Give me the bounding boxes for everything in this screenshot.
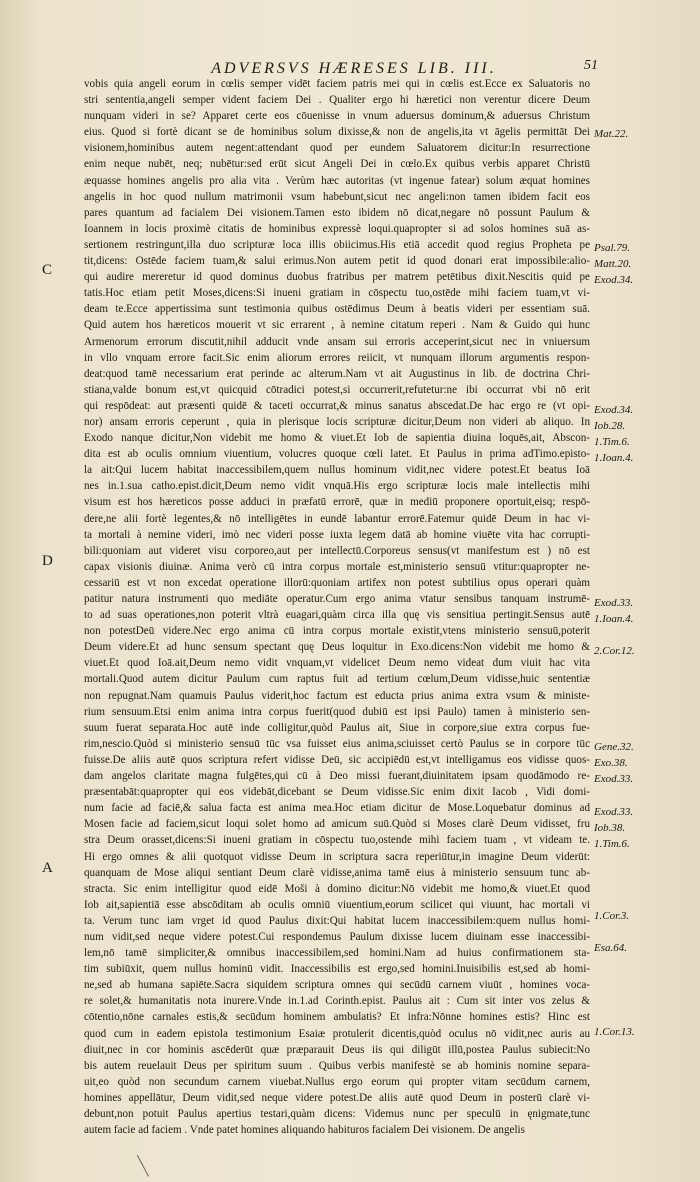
text-line: Mosen facie ad faciem,sicut loqui solet homo ad amicum suū.Quòd si Moses clarè Deum vidisset, fru xyxy=(84,818,590,831)
text-line: stiana,valde bonum est,vt quicquid cōtradici potest,si occurrerit,refutetur:ne ibi occurrat vbi nō erit xyxy=(84,383,590,396)
text-line: tim subiūxit, quem nullus hominū vidit. Inaccessibilis est ergo,sed homini.Inuisibilis est,sed ab homi- xyxy=(84,963,590,976)
scripture-reference: Exo.38. xyxy=(594,757,628,769)
text-line: eius. Quod si fortè dicant se de hominibus solum dixisse,& non de angelis,ita vt āgelis permittāt Dei xyxy=(84,126,590,139)
scripture-reference: Exod.34. xyxy=(594,274,634,286)
text-line: nunquam videri in se? Apparet certe eos cōuenisse in vnum aduersus dominum,& aduersus Christum xyxy=(84,110,590,123)
section-marker-letter: A xyxy=(42,860,53,876)
text-line: tatis.Hoc etiam petit Moses,dicens:Si inueni gratiam in cōspectu tuo,ostēde mihi faciem tuam,vt vi- xyxy=(84,287,590,300)
page-number: 51 xyxy=(584,58,598,73)
text-line: num vidit,sed neque videre potest.Cui respondemus Paulum dixisse lucem diuinam esse inaccessibi- xyxy=(84,930,590,943)
text-line: Armenorum errorum discutit,nihil adducit vnde ansam sui erroris acceperint,sicut nec in vniuersum xyxy=(84,335,590,348)
scripture-reference: 1.Tim.6. xyxy=(594,436,630,448)
text-line: dita est ab oculis omnium viuentium, volucres quoque cœli latet. Et Paulus in prima adTimo.episto- xyxy=(84,448,590,461)
text-line: quanquam de Mose aliqui sentiant Deum clarè vidisse,anima tamē eius à ministerio sensuum tunc ab- xyxy=(84,866,590,879)
text-line: suum fuerat separata.Hoc autē inde colligitur,quòd Paulus ait, Siue in corpore,siue extra corpus fue- xyxy=(84,721,590,734)
text-line: stra Deum orasset,dicens:Si inueni gratiam in cōspectu tuo,ostende mihi faciem tuam , vt videam te. xyxy=(84,834,590,847)
scripture-reference: 1.Cor.13. xyxy=(594,1026,635,1038)
text-line: cessariū est vt non excedat operatione illorū:quoniam artifex non potest subtilius opus operari quàm xyxy=(84,576,590,589)
text-line: Ioannem in locis proximè citatis de hominibus expressè loqui.quapropter si ad solos homines suā as- xyxy=(84,222,590,235)
text-line: sertionem restringunt,illa duo scripturæ loca illis obiicimus.His etiā accedit quod regius Propheta pe xyxy=(84,238,590,251)
text-line: stri sententia,angeli semper vident faciem Dei . Qualiter ergo hi hæretici non verentur dicere Deum xyxy=(84,94,590,107)
scripture-reference: Gene.32. xyxy=(594,741,634,753)
text-line: præsentabāt:quapropter qui eos videbāt,dicebant se Deum vidisse.Sic enim dixit Iacob , Vidi domi- xyxy=(84,786,590,799)
scripture-reference: Exod.33. xyxy=(594,806,634,818)
text-column xyxy=(84,76,590,1138)
text-line: debunt,non potuit Paulus apertius testari,quàm dicens: Videmus nunc per speculū in ęnigmate,tunc xyxy=(84,1108,590,1120)
scripture-reference: 1.Ioan.4. xyxy=(594,452,634,464)
text-line: ta. Verum tunc iam vrget id quod Paulus dixit:Qui habitat lucem inaccessibilem:quem nullus homi- xyxy=(84,914,590,927)
text-line: æquasse homines angelis pro alia vita . Verùm hæc autoritas (vt ingenue fatear) solum æquat homines xyxy=(84,174,590,187)
text-line: tit,dicens: Ostēde faciem tuam,& salui erimus.Non autem petit id quod donari erat impossibile:alio- xyxy=(84,255,590,268)
text-line: rium sensuum.Etsi enim anima intra corpus fuerit(quod dubiū est ipsi Paulo) tamen à ministerio sen- xyxy=(84,705,590,718)
text-line: visionem,hominibus autem negent:attendant quod per eundem Saluatorem dicitur:In resurrectione xyxy=(84,142,590,155)
text-line: Exodo nanque dicitur,Non videbit me homo & viuet.Et Iob de sapientia diuina loquēs,ait, Abscon- xyxy=(84,432,590,445)
section-marker-letter: D xyxy=(42,553,53,569)
text-line: ne,sed ab humana sapiēte.Sacra siquidem scriptura omnes qui secūdū carnem viuūt , homines voca- xyxy=(84,979,590,992)
ink-stroke-mark xyxy=(137,1151,156,1176)
section-marker-letter: C xyxy=(42,262,53,278)
text-line: dere,ne alii fortè legentes,& nō intelligētes in eundē labantur errorē.Fatemur quidē Deum in hac vi- xyxy=(84,512,590,525)
scripture-reference: Iob.38. xyxy=(594,822,626,834)
text-line: deam te.Ecce appertissima sunt testimonia quibus ostēdimus Deum à beatis videri per essentiam suā. xyxy=(84,303,590,316)
scripture-reference: Exod.34. xyxy=(594,404,634,416)
text-line: bili:quoniam aut videret visu corporeo,aut per intellectū.Corporeus sensus(vt manifestum est ) nō est xyxy=(84,544,590,557)
text-line: fuisse.De aliis autē quos scriptura refert vidisse Deū, sic accipiēdū est,vt intelligamus eos vidisse quos- xyxy=(84,753,590,766)
text-line: dam angelos claritate magna fulgētes,qui cū à Deo missi fuerant,diuinitatem ipsam quodāmodo re- xyxy=(84,770,590,783)
text-line: qui respōdeat: aut præsenti quidē & taceti occurrat,& minus sanatus abscedat.De hac ergo re (vt opi- xyxy=(84,399,590,412)
text-line: enim neque nubēt, neq; nubētur:sed erūt sicut Angeli Dei in cœlo.Ex quibus verbis apparet Christū xyxy=(84,158,590,171)
text-line: ta mortali à nemine videri, imò nec videri posse iuxta legem datā ab homine viuēte vita hac corrupti- xyxy=(84,528,590,541)
text-line: capax visionis diuinæ. Anima verò cū intra corpus mortale est,ministerio sensuū vtitur:quapropter ne- xyxy=(84,560,590,573)
scripture-reference: Esa.64. xyxy=(594,942,627,954)
scripture-reference: 2.Cor.12. xyxy=(594,645,635,657)
text-line: autem facie ad faciem . Vnde patet homines aliquando habituros facialem Dei visionem. De angelis xyxy=(84,1124,525,1137)
text-line: Quid autem hos hæreticos mouerit vt sic errarent , à nemine citatum reperi . Nam & Guido qui hunc xyxy=(84,319,590,332)
text-line: deat:quod tamē necessarium erat perinde ac alterum.Nam vt ait Augustinus in lib. de doctrina Chri- xyxy=(84,367,590,380)
text-line: viuet.Et quod Ioā.ait,Deum nemo vidit vnquam,vt videlicet Deum nemo videat dum viuit hac vita xyxy=(84,657,590,670)
text-line: mortali.Quod autem dicitur Paulum cum raptus fuit ad tertium cœlum,Deum vidisse,huic sententiæ xyxy=(84,673,590,686)
text-line: lem,nō tamē simpliciter,& omnibus inaccessibilem,sed homini.Nam ad huius confirmationem sta- xyxy=(84,947,590,960)
text-line: diuit,nec in cor hominis ascēderūt quæ præparauit Deus iis qui diligūt illū,postea Paulus subiecit:No xyxy=(84,1043,590,1056)
text-line: pares quantum ad facialem Dei visionem.Tamen esto ibidem nō dicat,negare nō possunt Paulum & xyxy=(84,206,590,219)
text-line: non potestDeū videre.Nec ergo anima cū intra corpus mortale existit,vtens ministerio sensuū,poterit xyxy=(84,625,590,638)
text-line: angelis in hoc quod nullum matrimonii vsum habebunt,sicut nec angeli:non tamen ibidem facit eos xyxy=(84,190,590,203)
text-line: nor) ansam erroris ceperunt , quia in plerisque locis scripturæ dicitur,Deum non videri ab aliquo. In xyxy=(84,415,590,428)
text-line: Iob ait,sapientiā esse abscōditam ab oculis omniū viuentium,eorum scilicet qui viuunt, hac mortali vi xyxy=(84,898,590,911)
text-line: bis autem reuelauit Deus per spiritum suum . Quibus verbis manifestè se ab hominis nomine separa- xyxy=(84,1059,590,1072)
scripture-reference: 1.Ioan.4. xyxy=(594,613,634,625)
scripture-reference: Matt.20. xyxy=(594,258,632,270)
text-line: in vllo vnquam errore facit.Sic enim aliorum errores reiicit, vt nunquam illorum argumentis respon- xyxy=(84,351,590,364)
text-line: patitur natura instrumenti quo mediāte operatur.Cum ergo anima vtatur sensibus tanquam instrumē- xyxy=(84,593,590,605)
scripture-reference: Iob.28. xyxy=(594,420,626,432)
text-line: vobis quia angeli eorum in cœlis semper vidēt faciem patris mei qui in cœlis est.Ecce ex Saluatoris no xyxy=(84,78,590,90)
text-line: homines appellātur, Deum vidit,sed neque videre potest.De aliis autē quod Deum in posterū clarè vi- xyxy=(84,1091,590,1104)
text-line: to ad suas operationes,non poterit vltrà euagari,quàm circa illa quę vis sensitiua pertingit.Sensus autē xyxy=(84,609,590,622)
text-line: rim,nescio.Quòd si ministerio sensuū tūc vsa fuisset eius anima,sciuisset certò Paulus se in corpore tūc xyxy=(84,737,590,750)
text-line: non repugnat.Nam quamuis Paulus viderit,hoc factum est educta prius anima extra vsum & ministe- xyxy=(84,689,590,702)
text-line: re solet,& humanitatis nota inurere.Vnde in.1.ad Corinth.epist. Paulus ait : Cum sit inter vos zelus & xyxy=(84,995,590,1008)
scripture-reference: Mat.22. xyxy=(594,128,629,140)
text-line: stracta. Sic enim intelligitur quod eidē Moši à domino dicitur:Nō videbit me homo,& viuet.Et quod xyxy=(84,882,590,895)
text-line: cōtentio,nōne carnales estis,& secūdum hominem ambulatis? Et infra:Nōnne homines estis? Hinc est xyxy=(84,1011,590,1024)
text-line: quod cum in eadem epistola testimonium Esaiæ protulerit dicentis,quòd oculus nō vidit,nec auris au xyxy=(84,1027,590,1040)
text-line: Deum videre.Et ad hunc sensum spectant quę Deus loquitur in Exo.dicens:Non videbit me homo & xyxy=(84,641,590,654)
text-line: Hi ergo omnes & alii quotquot vidisse Deum in scriptura sacra reperiūtur,in imagine Deum viderūt: xyxy=(84,850,590,863)
text-line: la ait:Qui lucem habitat inaccessibilem,quem nullus hominum vidit,nec videre potest.Et beatus Ioā xyxy=(84,464,590,477)
scripture-reference: Exod.33. xyxy=(594,597,634,609)
scripture-reference: 1.Tim.6. xyxy=(594,838,630,850)
running-header-title: ADVERSVS HÆRESES LIB. III. xyxy=(211,60,497,77)
text-line: num facie ad faciē,& salua facta est anima mea.Hoc etiam dicitur de Mose.Loquebatur dominus ad xyxy=(84,802,590,815)
text-line: qui audire mereretur id quod dominus duobus fratribus per matrem petētibus dixit.Nescitis quid pe xyxy=(84,271,590,284)
text-line: visum est hos hæreticos posse adduci in præfatū errorē, quæ in mediū proponere oportuit,eisq; respō- xyxy=(84,496,590,509)
text-line: nes in.1.sua catho.epist.dicit,Deum nemo vidit vnquā.His ergo scripturæ locis male intellectis mihi xyxy=(84,480,590,493)
scripture-reference: Psal.79. xyxy=(594,242,631,254)
scripture-reference: 1.Cor.3. xyxy=(594,910,630,922)
text-line: uit,eo quòd non secundum carnem viuebat.Nullus ergo eorum qui propter vitam secūdum carnem, xyxy=(84,1075,590,1088)
scripture-reference: Exod.33. xyxy=(594,773,634,785)
